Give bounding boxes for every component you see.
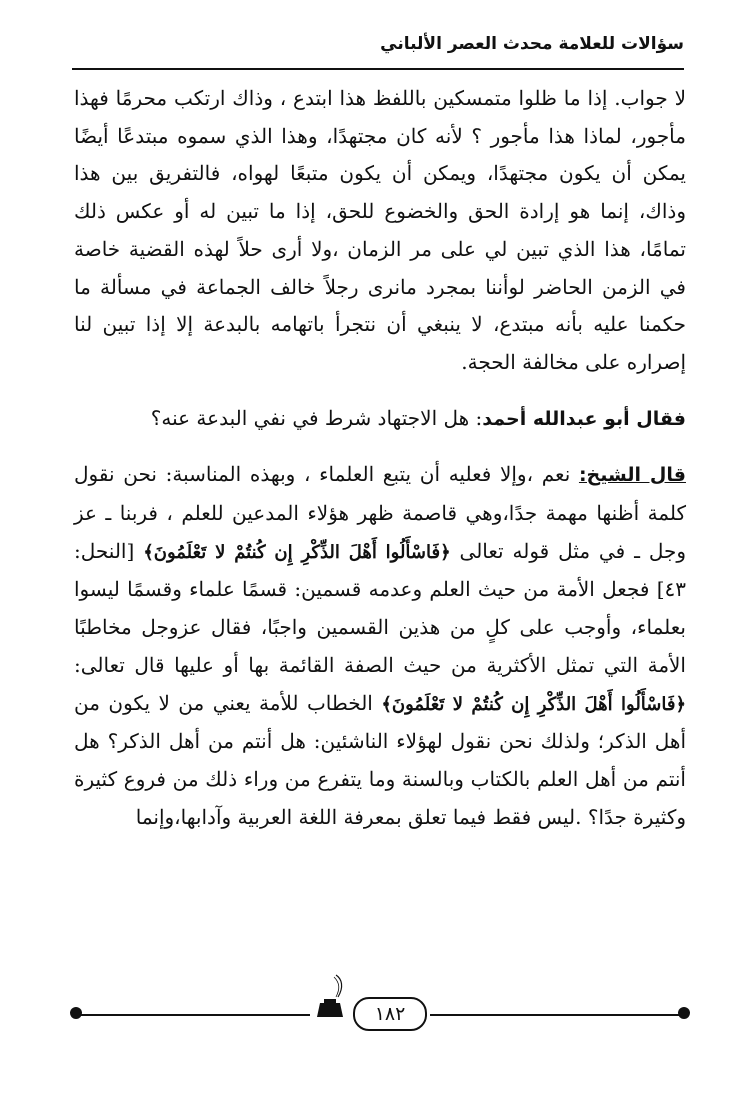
paragraph-1: لا جواب. إذا ما ظلوا متمسكين باللفظ هذا ابتدع ، وذاك ارتكب محرمًا فهذا مأجور، لماذا هذا مأجور ؟ لأنه كان مجتهدًا، وهذا الذي سموه مبتدعًا أيضًا يمكن أن يكون مجتهدًا، ويمكن أن يكون متبعًا لهواه، فالتفريق بين هذا وذاك، إنما هو إرادة الحق والخضوع للحق، إذا ما تبين له أو عكس ذلك تمامًا، هذا الذي تبين لي على مر الزمان ،ولا أرى حلاً لهذه القضية خاصة في الزمن الحاضر لوأننا بمجرد مانرى رجلاً خالف الجماعة في مسألة ما حكمنا عليه بأنه مبتدع، لا ينبغي أن نتجرأ باتهامه بالبدعة إلا إذا تبين لنا إصراره على مخالفة الحجة. [74, 86, 686, 374]
quran-verse-1: ﴿فَاسْأَلُوا أَهْلَ الذِّكْرِ إِن كُنتُمْ لا تَعْلَمُونَ﴾ [143, 541, 451, 563]
footer-line-left [78, 1014, 310, 1016]
paragraph-gap [74, 438, 686, 456]
header-rule [72, 68, 684, 70]
paragraph-gap [74, 382, 686, 400]
quran-verse-2: ﴿فَاسْأَلُوا أَهْلَ الذِّكْرِ إِن كُنتُمْ لا تَعْلَمُونَ﴾ [381, 693, 687, 715]
running-header [72, 30, 684, 70]
book-title: سؤالات للعلامة محدث العصر الألباني [380, 34, 684, 54]
question-paragraph [74, 400, 686, 439]
footer-dot-left [70, 1007, 82, 1019]
footer-dot-right [678, 1007, 690, 1019]
answer-text-1: نعم ،وإلا فعليه أن يتبع العلماء ، وبهذه المناسبة: نحن نقول كلمة أظنها مهمة جدًا،وهي قاصمة ظهر هؤلاء المدعين للعلم ، فربنا ـ عز وجل ـ في مثل قوله تعالى [74, 462, 686, 563]
footer-line-right [430, 1014, 684, 1016]
answer-text-3: الخطاب للأمة يعني من لا يكون من أهل الذكر؛ ولذلك نحن نقول لهؤلاء الناشئين: هل أنتم من أهل الذكر؟ هل أنتم من أهل العلم بالكتاب وبالسنة وما يتفرع من وراء ذلك من فروع كثيرة وكثيرة جدًا؟ .ليس فقط فيما تعلق بمعرفة اللغة العربية وآدابها،وإنما [74, 690, 686, 829]
answer-paragraph [74, 456, 686, 836]
page-body [74, 80, 686, 836]
questioner-name: فقال أبو عبدالله أحمد [482, 407, 686, 430]
shaykh-label: قال الشيخ: [578, 464, 686, 487]
page-footer [70, 995, 692, 1035]
page-number: ١٨٢ [353, 997, 427, 1031]
answer-text-2: فجعل الأمة من حيث العلم وعدمه قسمين: قسمًا علماء وقسمًا ليسوا بعلماء، وأوجب على كلٍ من هذين القسمين واجبًا، فقال عزوجل مخاطبًا الأمة التي تمثل الأكثرية من حيث الصفة القائمة بها أو عليها قال تعالى: [74, 577, 686, 677]
inkwell-icon [310, 973, 350, 1021]
verse-reference: [النحل: ٤٣] [74, 538, 686, 602]
question-text: : هل الاجتهاد شرط في نفي البدعة عنه؟ [150, 405, 483, 430]
